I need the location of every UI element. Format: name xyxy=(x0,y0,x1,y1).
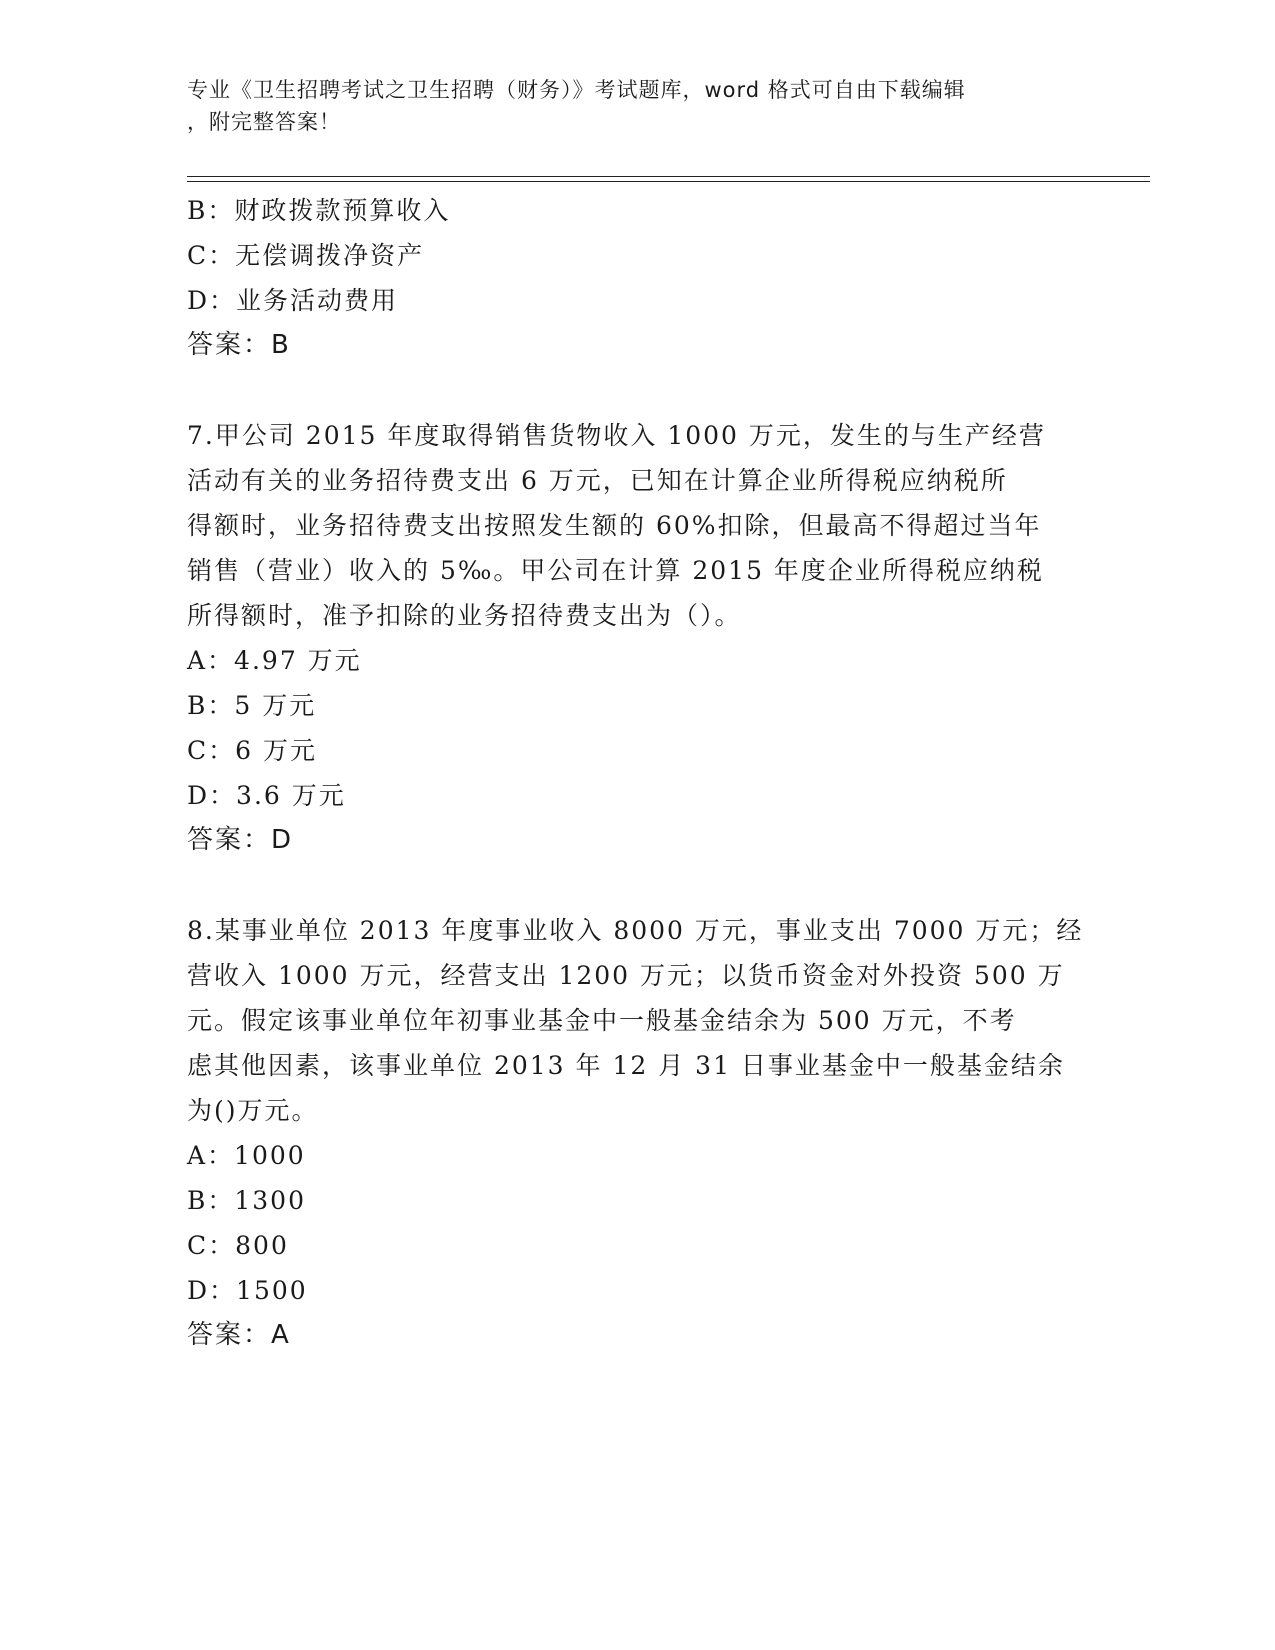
question-text-line: 营收入 1000 万元，经营支出 1200 万元；以货币资金对外投资 500 万 xyxy=(187,961,1065,990)
spacer xyxy=(187,863,1087,908)
header-divider-bottom xyxy=(187,181,1150,182)
question-text-line: 7.甲公司 2015 年度取得销售货物收入 1000 万元，发生的与生产经营 xyxy=(187,421,1046,450)
document-header xyxy=(187,74,1067,138)
question-text-line: 虑其他因素，该事业单位 2013 年 12 月 31 日事业基金中一般基金结余 xyxy=(187,1051,1065,1080)
option-c: C：无偿调拨净资产 xyxy=(187,241,425,270)
question-text-line: 8.某事业单位 2013 年度事业收入 8000 万元，事业支出 7000 万元；经 xyxy=(187,916,1084,945)
answer-line: 答案：A xyxy=(187,1320,291,1350)
option-b: B：财政拨款预算收入 xyxy=(187,196,451,225)
question-6-continued xyxy=(187,188,1087,368)
option-d: D：业务活动费用 xyxy=(187,286,399,315)
option-a: A：1000 xyxy=(187,1141,306,1170)
question-text-line: 活动有关的业务招待费支出 6 万元，已知在计算企业所得税应纳税所 xyxy=(187,466,1008,495)
question-text-line: 销售（营业）收入的 5‰。甲公司在计算 2015 年度企业所得税应纳税 xyxy=(187,556,1044,585)
header-divider-top xyxy=(187,176,1150,177)
option-a: A：4.97 万元 xyxy=(187,646,362,675)
option-c: C：6 万元 xyxy=(187,736,317,765)
header-line-2: ，附完整答案！ xyxy=(187,110,341,134)
option-d: D：1500 xyxy=(187,1276,308,1305)
answer-line: 答案：B xyxy=(187,330,291,360)
question-8 xyxy=(187,908,1087,1358)
option-b: B：5 万元 xyxy=(187,691,317,720)
document-body xyxy=(187,188,1087,1358)
option-d: D：3.6 万元 xyxy=(187,781,346,810)
question-text-line: 所得额时，准予扣除的业务招待费支出为（）。 xyxy=(187,601,742,630)
option-b: B：1300 xyxy=(187,1186,306,1215)
question-text-line: 元。假定该事业单位年初事业基金中一般基金结余为 500 万元，不考 xyxy=(187,1006,1017,1035)
question-text-line: 得额时，业务招待费支出按照发生额的 60%扣除，但最高不得超过当年 xyxy=(187,511,1042,540)
option-c: C：800 xyxy=(187,1231,289,1260)
spacer xyxy=(187,368,1087,413)
question-7 xyxy=(187,413,1087,863)
answer-line: 答案：D xyxy=(187,825,294,855)
header-line-1: 专业《卫生招聘考试之卫生招聘（财务）》考试题库，word 格式可自由下载编辑 xyxy=(187,78,966,102)
question-text-line: 为()万元。 xyxy=(187,1096,319,1125)
